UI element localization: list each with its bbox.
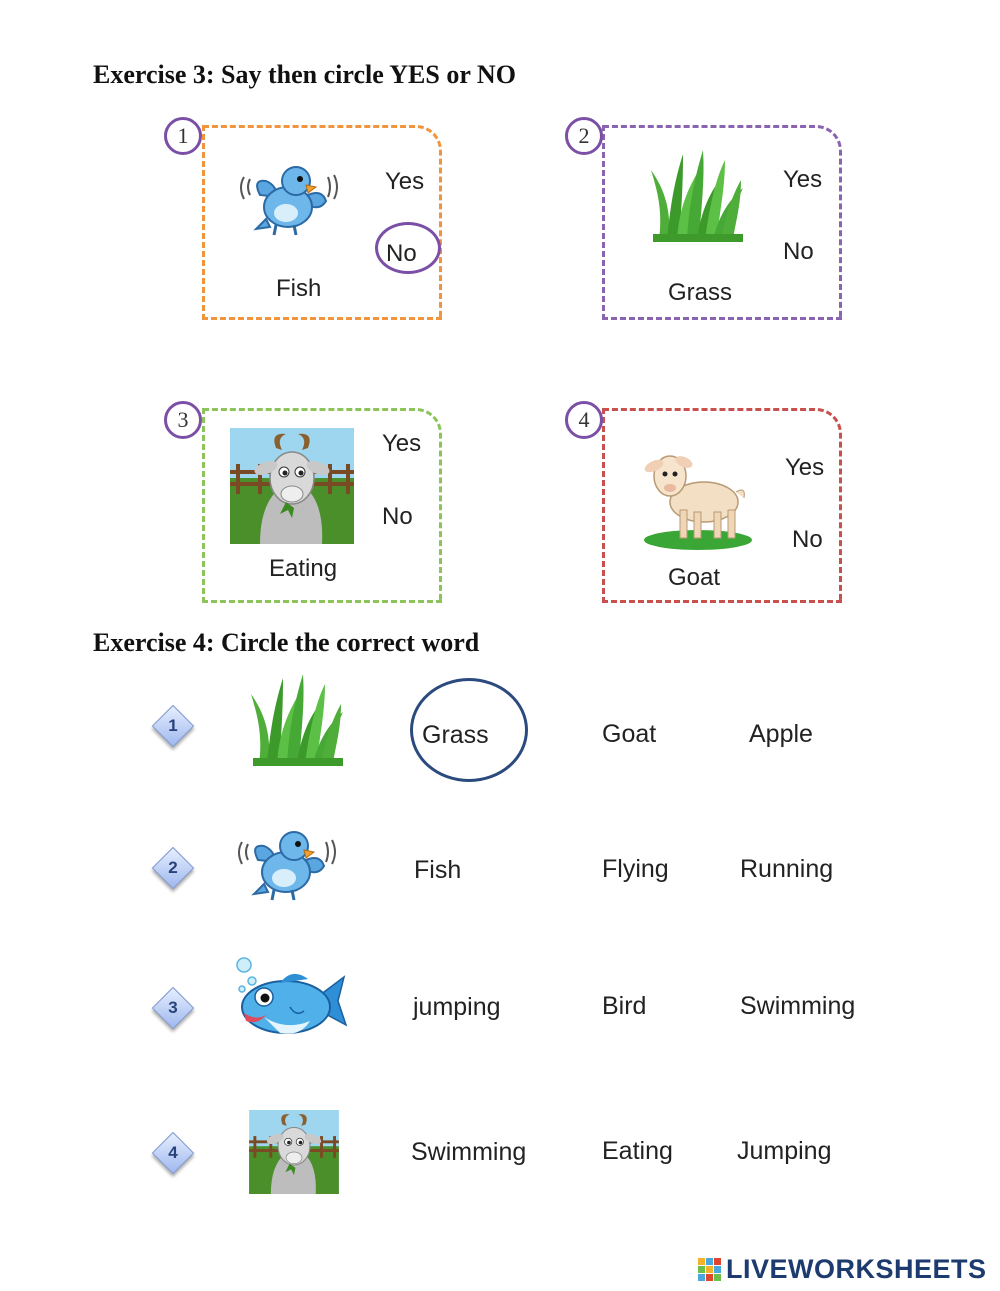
goat-icon [642,440,754,550]
ex4-number-3: 3 [168,998,178,1017]
ex3-yes-1[interactable]: Yes [385,168,425,195]
ex4-number-1: 1 [168,716,178,735]
ex4-word-1-1[interactable]: Grass [422,721,489,749]
ex3-number-3: 3 [164,401,202,439]
exercise3-title: Exercise 3: Say then circle YES or NO [93,60,516,89]
ex3-label-4: Goat [668,564,721,591]
fish-icon [234,955,348,1055]
ex3-label-2: Grass [668,279,733,306]
ex4-word-2-3[interactable]: Running [740,855,834,883]
ex3-yes-3[interactable]: Yes [382,430,422,457]
bird-icon [234,820,344,910]
ex3-number-1: 1 [164,117,202,155]
exercise4-title: Exercise 4: Circle the correct word [93,628,480,657]
grass-icon [253,674,345,770]
ex3-yes-4[interactable]: Yes [785,454,825,481]
ex3-no-2[interactable]: No [783,238,814,265]
goat-eating-icon [249,1110,339,1194]
ex3-number-2: 2 [565,117,603,155]
ex3-no-1[interactable]: No [386,240,417,267]
ex4-word-3-3[interactable]: Swimming [740,992,856,1020]
ex3-no-4[interactable]: No [792,526,823,553]
ex4-word-4-3[interactable]: Jumping [737,1137,832,1165]
grass-icon [653,150,745,246]
ex4-word-3-1[interactable]: jumping [413,993,501,1021]
ex4-word-2-2[interactable]: Flying [602,855,669,883]
liveworksheets-logo[interactable] [698,1254,994,1286]
goat-eating-icon [230,428,354,544]
ex4-word-4-1[interactable]: Swimming [411,1138,527,1166]
logo-blocks-icon [698,1258,724,1282]
ex3-label-3: Eating [269,555,338,582]
ex3-yes-2[interactable]: Yes [783,166,823,193]
logo-text: LIVEWORKSHEETS [726,1254,987,1284]
ex4-word-3-2[interactable]: Bird [602,992,647,1020]
ex4-number-2: 2 [168,858,178,877]
ex4-word-1-2[interactable]: Goat [602,720,657,748]
ex3-no-3[interactable]: No [382,503,413,530]
ex4-word-2-1[interactable]: Fish [414,856,462,884]
ex4-number-4: 4 [168,1143,178,1162]
ex4-word-4-2[interactable]: Eating [602,1137,673,1165]
ex3-label-1: Fish [276,275,322,302]
ex4-word-1-3[interactable]: Apple [749,720,813,748]
bird-icon [236,155,346,245]
ex3-number-4: 4 [565,401,603,439]
